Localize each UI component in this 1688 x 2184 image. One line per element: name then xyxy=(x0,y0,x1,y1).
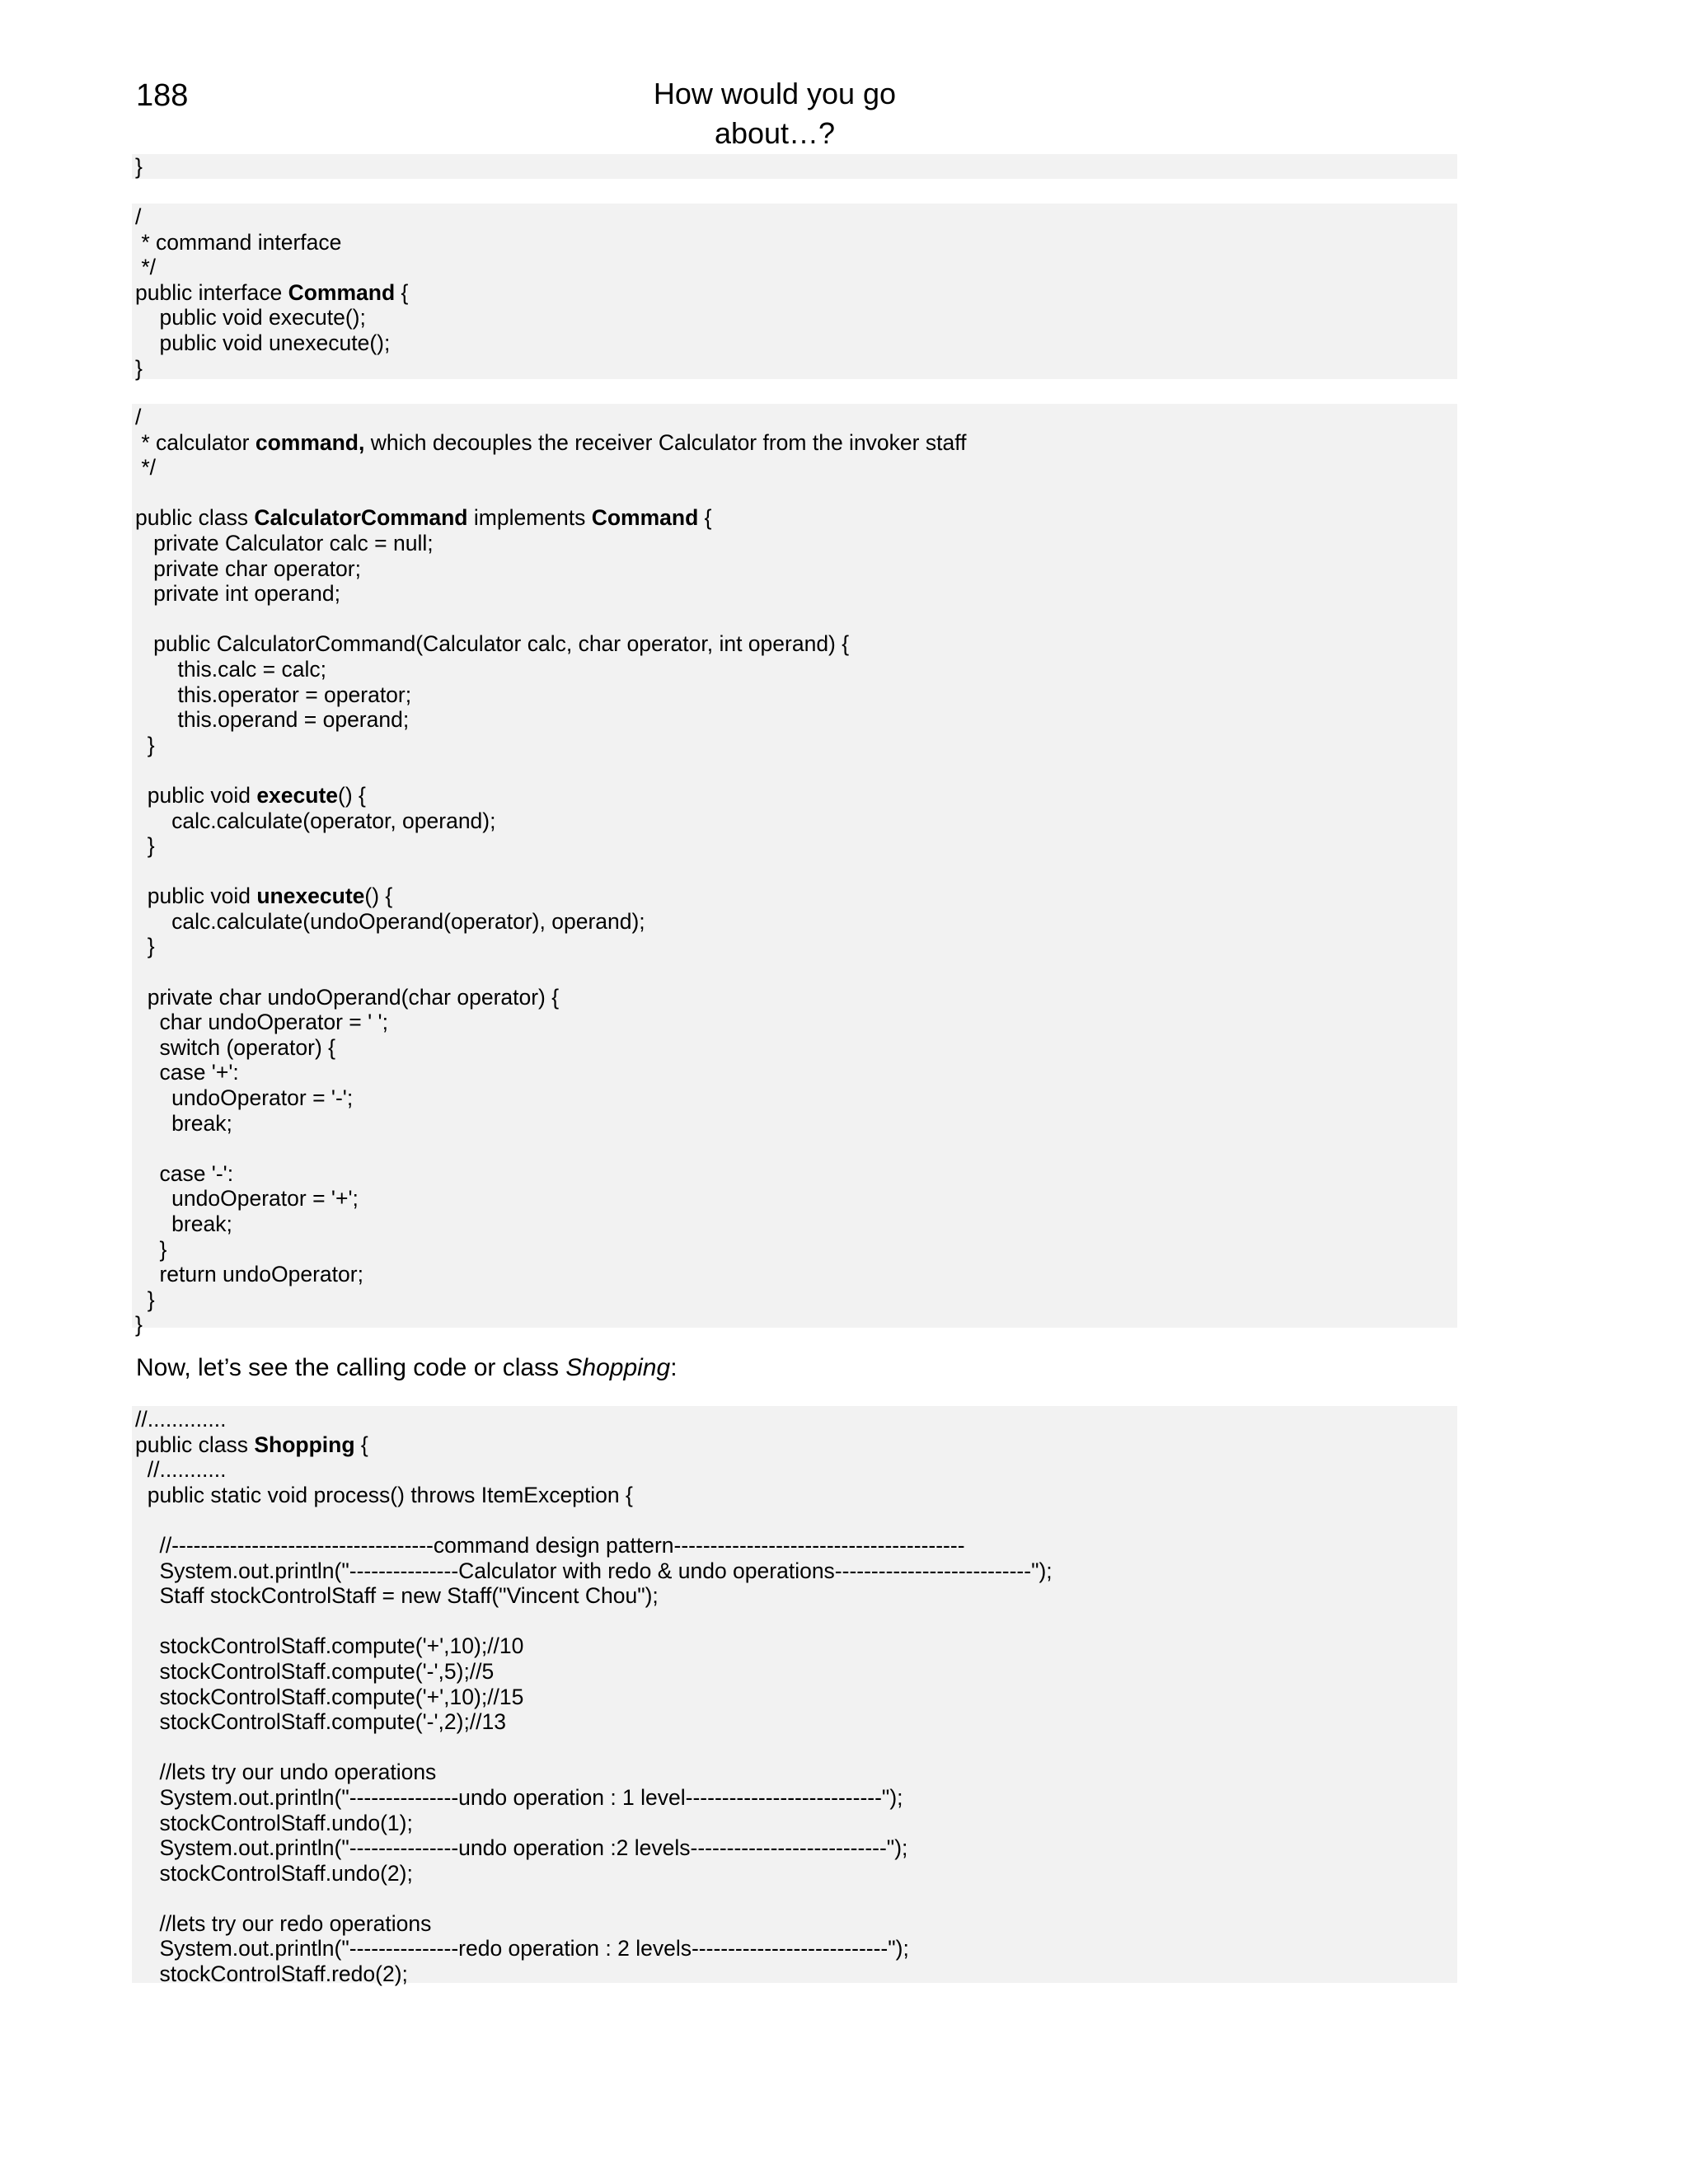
code-bold-identifier: unexecute xyxy=(256,883,365,909)
prose-text: Now, let’s see the calling code or class xyxy=(136,1354,566,1381)
code-line: } xyxy=(135,1286,155,1312)
code-line: this.operator = operator; xyxy=(135,682,412,707)
code-block-command-interface xyxy=(132,204,1457,379)
code-line: stockControlStaff.compute('+',10);//10 xyxy=(135,1633,524,1659)
code-block-closing-brace xyxy=(132,154,1457,179)
code-bold-identifier: Shopping xyxy=(254,1432,355,1457)
code-line: public class Shopping { xyxy=(135,1432,368,1457)
code-line: System.out.println("---------------undo operation : 1 level---------------------------"); xyxy=(135,1784,903,1810)
code-line: //------------------------------------command design pattern---------------------------------------- xyxy=(135,1532,965,1558)
prose-class-name: Shopping xyxy=(565,1354,671,1381)
code-line: System.out.println("---------------redo operation : 2 levels---------------------------"); xyxy=(135,1936,909,1961)
code-line: stockControlStaff.undo(1); xyxy=(135,1810,413,1835)
code-line: //lets try our redo operations xyxy=(135,1910,432,1936)
code-line: this.operand = operand; xyxy=(135,707,410,733)
code-line: stockControlStaff.compute('+',10);//15 xyxy=(135,1684,524,1709)
code-line: } xyxy=(135,934,155,959)
prose-colon: : xyxy=(670,1354,678,1381)
code-line: private int operand; xyxy=(135,581,340,607)
code-line xyxy=(135,757,1457,783)
code-line: } xyxy=(135,1312,143,1338)
code-line xyxy=(135,1507,1457,1533)
code-line: //lets try our undo operations xyxy=(135,1760,437,1785)
code-line xyxy=(135,480,1457,506)
code-line: */ xyxy=(135,255,157,280)
code-line: switch (operator) { xyxy=(135,1034,336,1060)
code-line: } xyxy=(135,833,155,859)
code-line: public void unexecute(); xyxy=(135,330,391,355)
code-bold-identifier: execute xyxy=(256,782,339,808)
code-line: / xyxy=(135,405,142,429)
code-line: System.out.println("---------------undo operation :2 levels---------------------------"); xyxy=(135,1835,908,1861)
running-title: How would you go about…? xyxy=(653,77,897,150)
code-line: public void execute() { xyxy=(135,782,366,808)
code-bold-identifier: Command xyxy=(288,279,396,305)
code-line: break; xyxy=(135,1212,232,1236)
code-line: * calculator command, which decouples the receiver Calculator from the invoker staff xyxy=(135,429,967,455)
code-line xyxy=(135,959,1457,985)
code-line: //............. xyxy=(135,1407,227,1432)
code-line: calc.calculate(undoOperand(operator), operand); xyxy=(135,908,645,934)
code-line: case '+': xyxy=(135,1060,239,1085)
code-line: private char operator; xyxy=(135,555,361,581)
code-line: / xyxy=(135,204,142,229)
code-line xyxy=(135,1609,1457,1634)
code-line: char undoOperator = ' '; xyxy=(135,1010,388,1035)
code-line: public CalculatorCommand(Calculator calc, char operator, int operand) { xyxy=(135,631,850,657)
code-line: * command interface xyxy=(135,229,342,255)
code-bold-identifier: CalculatorCommand xyxy=(254,505,468,531)
code-line: } xyxy=(135,1236,167,1262)
code-line xyxy=(135,1735,1457,1760)
code-line xyxy=(135,1886,1457,1911)
code-line: stockControlStaff.redo(2); xyxy=(135,1961,408,1987)
code-line: } xyxy=(135,732,155,757)
code-line xyxy=(135,859,1457,884)
code-line xyxy=(135,607,1457,632)
code-line: Staff stockControlStaff = new Staff("Vincent Chou"); xyxy=(135,1583,659,1609)
code-line: //........... xyxy=(135,1457,227,1483)
code-line: } xyxy=(135,154,143,179)
code-line xyxy=(135,1136,1457,1161)
code-line: public void execute(); xyxy=(135,305,366,330)
code-block-calculator-command xyxy=(132,404,1457,1338)
code-line: public interface Command { xyxy=(135,279,409,305)
code-block-shopping xyxy=(132,1406,1457,1987)
code-line: public void unexecute() { xyxy=(135,883,393,909)
code-line: private Calculator calc = null; xyxy=(135,530,434,555)
code-line: case '-': xyxy=(135,1160,234,1186)
code-line: this.calc = calc; xyxy=(135,656,326,682)
code-line: break; xyxy=(135,1110,232,1136)
code-line: private char undoOperand(char operator) { xyxy=(135,984,560,1010)
code-bold-identifier: command, xyxy=(255,429,365,455)
code-line: undoOperator = '+'; xyxy=(135,1186,359,1212)
code-line: stockControlStaff.compute('-',5);//5 xyxy=(135,1658,495,1684)
code-line: undoOperator = '-'; xyxy=(135,1085,354,1111)
code-line: public class CalculatorCommand implements Command { xyxy=(135,505,712,531)
code-line: public static void process() throws ItemException { xyxy=(135,1482,633,1507)
code-line: System.out.println("---------------Calculator with redo & undo operations---------------------------"); xyxy=(135,1558,1053,1583)
code-line: } xyxy=(135,355,143,381)
code-line: stockControlStaff.compute('-',2);//13 xyxy=(135,1709,507,1735)
body-paragraph xyxy=(136,1352,678,1385)
code-bold-identifier: Command xyxy=(591,505,699,531)
code-line: return undoOperator; xyxy=(135,1262,363,1287)
code-line: calc.calculate(operator, operand); xyxy=(135,808,496,833)
page-number: 188 xyxy=(136,78,189,113)
code-line: */ xyxy=(135,455,157,480)
code-line: stockControlStaff.undo(2); xyxy=(135,1860,413,1886)
